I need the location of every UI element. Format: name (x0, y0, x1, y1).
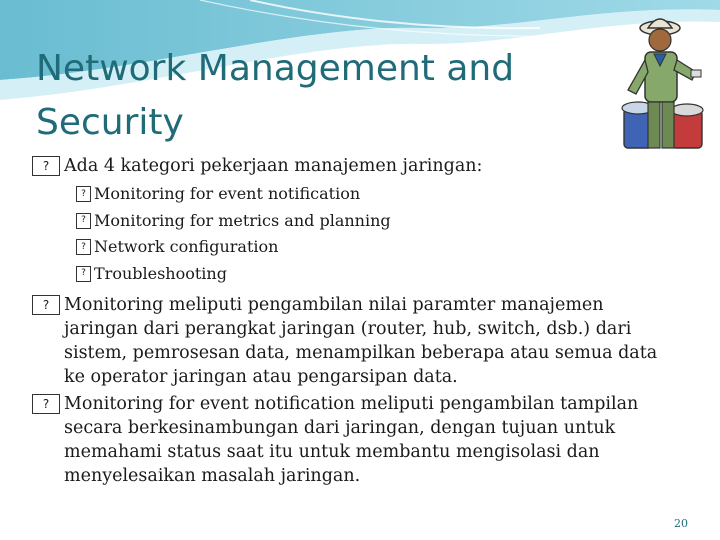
bullet-marker-icon: ? (32, 156, 60, 176)
bullet-marker-icon: ? (32, 394, 60, 414)
bullet-text: Ada 4 kategori pekerjaan manajemen jaringan: (64, 156, 483, 176)
sub-bullet-item (32, 208, 682, 235)
sub-bullet-marker-icon: ? (76, 213, 91, 229)
bullet-marker-icon: ? (32, 295, 60, 315)
bullet-text: Monitoring meliputi pengambilan nilai paramter manajemen jaringan dari perangkat jaringan (router, hub, switch, dsb.) dari sistem, pemrosesan data, menampilkan beberapa atau semua data ke operator jaringan atau pengarsipan data. (64, 295, 658, 387)
sub-bullet-text: Troubleshooting (94, 263, 227, 283)
sub-bullet-item (32, 261, 682, 288)
sub-bullet-list (32, 181, 682, 287)
sub-bullet-item (32, 181, 682, 208)
sub-bullet-text: Network configuration (94, 237, 279, 256)
sub-bullet-text: Monitoring for event notification (94, 184, 361, 203)
bullet-item (32, 293, 682, 389)
page-number: 20 (674, 517, 688, 530)
bullet-text: Monitoring for event notification meliputi pengambilan tampilan secara berkesinambungan dari jaringan, dengan tujuan untuk memahami status saat itu untuk membantu mengisolasi dan menyelesaikan masalah jaringan. (64, 394, 639, 486)
sub-bullet-text: Monitoring for metrics and planning (94, 210, 391, 230)
sub-bullet-marker-icon: ? (76, 239, 91, 255)
sub-bullet-marker-icon: ? (76, 186, 91, 202)
bullet-item (32, 154, 682, 178)
bullet-item (32, 392, 682, 488)
page-title: Network Management and Security (36, 48, 515, 143)
sub-bullet-item (32, 234, 682, 261)
bullet-list (32, 154, 682, 491)
sub-bullet-marker-icon: ? (76, 266, 91, 282)
network-worker-clipart-icon (618, 10, 718, 160)
